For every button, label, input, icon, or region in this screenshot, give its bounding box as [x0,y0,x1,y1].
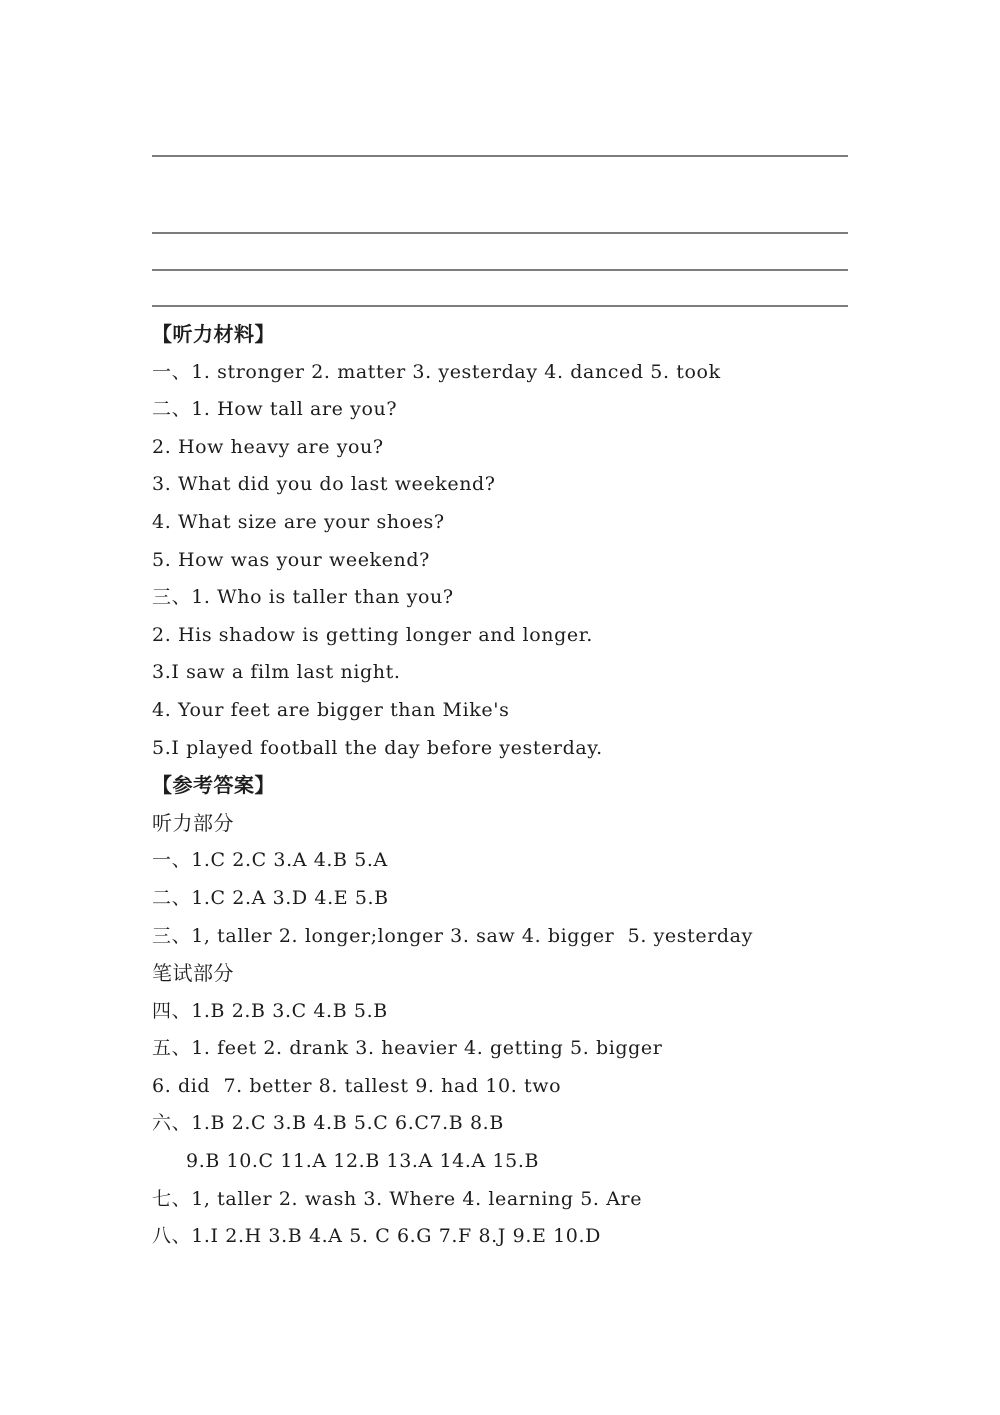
listening-material-line: 4. What size are your shoes? [152,510,445,533]
listening-material-line: 二、1. How tall are you? [152,398,398,421]
answer-line-continuation: 9.B 10.C 11.A 12.B 13.A 14.A 15.B [186,1150,540,1173]
document-body [152,316,952,1256]
listening-material-line: 3. What did you do last weekend? [152,473,496,496]
listening-material-line: 三、1. Who is taller than you? [152,586,454,609]
answer-line: 八、1.I 2.H 3.B 4.A 5. C 6.G 7.F 8.J 9.E 10.D [152,1225,601,1248]
listening-material-line: 5. How was your weekend? [152,548,430,571]
listening-material-heading: 【听力材料】 [152,322,275,346]
listening-material-line: 2. How heavy are you? [152,435,384,458]
answer-line: 四、1.B 2.B 3.C 4.B 5.B [152,999,388,1022]
listening-material-line: 5.I played football the day before yesterday. [152,736,603,759]
answer-rule-line [152,155,848,157]
answer-rule-line [152,232,848,234]
answer-rule-line [152,305,848,307]
answer-rule-line [152,269,848,271]
answer-line: 6. did 7. better 8. tallest 9. had 10. two [152,1074,562,1097]
answer-line: 二、1.C 2.A 3.D 4.E 5.B [152,886,389,909]
answer-line: 三、1, taller 2. longer;longer 3. saw 4. bigger 5. yesterday [152,924,753,947]
listening-material-line: 3.I saw a film last night. [152,661,401,684]
answer-line: 五、1. feet 2. drank 3. heavier 4. getting 5. bigger [152,1037,663,1060]
answer-line: 七、1, taller 2. wash 3. Where 4. learning 5. Are [152,1187,643,1210]
listening-material-line: 2. His shadow is getting longer and longer. [152,623,593,646]
listening-section-label: 听力部分 [152,810,234,835]
reference-answers-heading: 【参考答案】 [152,773,275,798]
listening-material-line: 4. Your feet are bigger than Mike's [152,698,510,721]
answer-line: 六、1.B 2.C 3.B 4.B 5.C 6.C7.B 8.B [152,1112,504,1135]
written-section-label: 笔试部分 [152,961,234,986]
listening-material-line: 一、1. stronger 2. matter 3. yesterday 4. danced 5. took [152,360,721,383]
answer-line: 一、1.C 2.C 3.A 4.B 5.A [152,849,388,872]
